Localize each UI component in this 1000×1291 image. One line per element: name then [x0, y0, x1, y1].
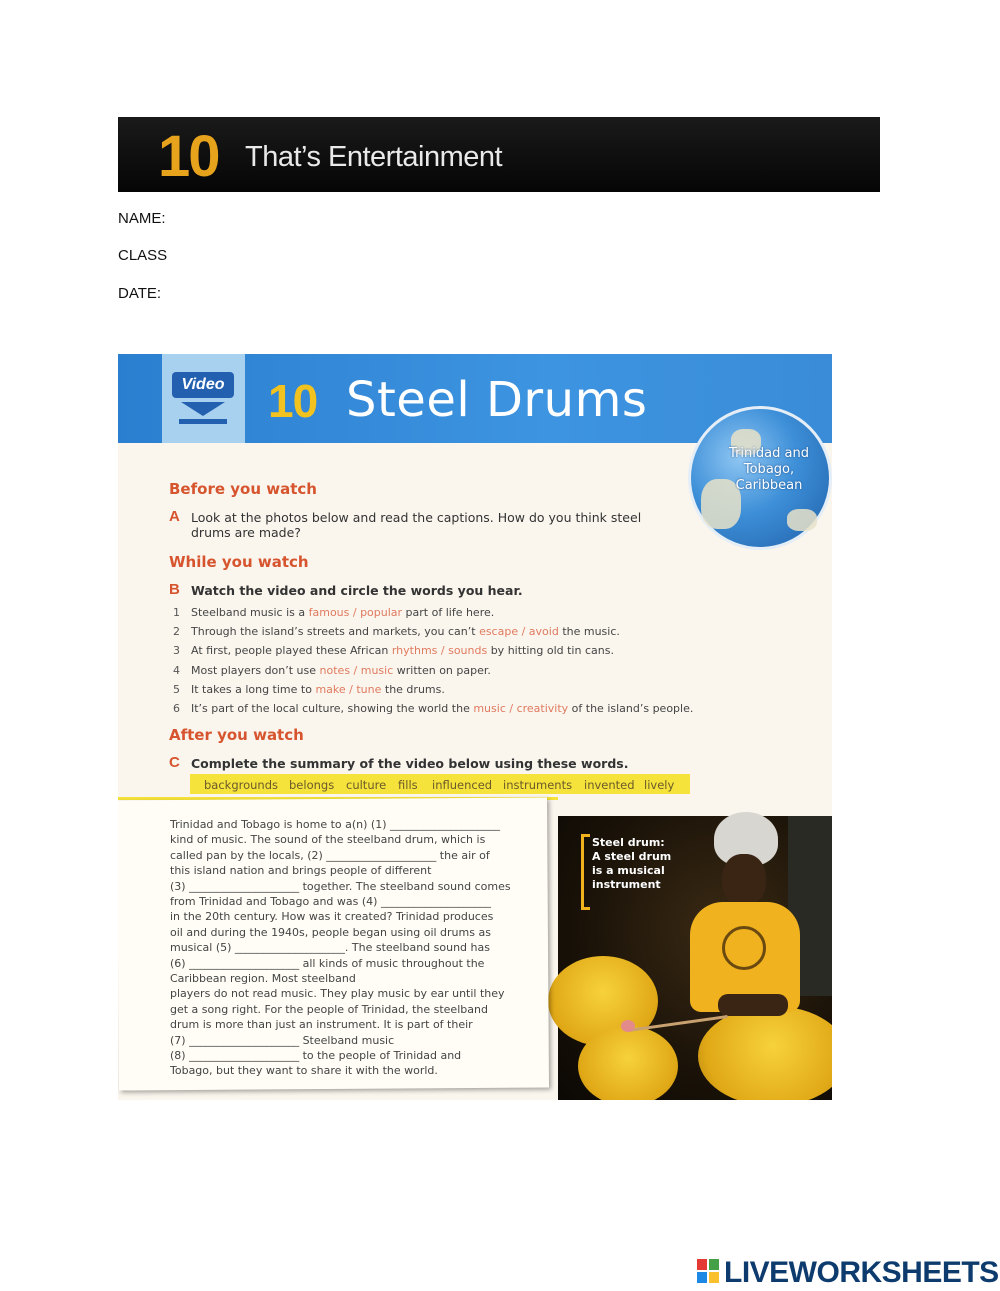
word-bank-item: lively	[644, 778, 675, 792]
summary-line: (7) ____________________ Steelband music	[170, 1033, 395, 1047]
summary-line: in the 20th century. How was it created? Trinidad produces	[170, 910, 494, 924]
player-arm	[718, 994, 788, 1016]
summary-line: Trinidad and Tobago is home to a(n) (1) ____________________	[170, 818, 500, 831]
word-choice[interactable]: music / creativity	[473, 702, 569, 715]
mallet-head	[621, 1020, 635, 1032]
shirt-logo	[722, 926, 766, 970]
item-text-after: of the island’s people.	[568, 702, 694, 715]
task-b-instruction: Watch the video and circle the words you hear.	[191, 583, 523, 598]
liveworksheets-logo: LIVEWORKSHEETS	[724, 1256, 999, 1289]
word-bank-item: belongs	[289, 778, 335, 792]
item-number: 1	[173, 606, 180, 619]
class-label: CLASS	[118, 247, 168, 264]
task-letter-a: A	[169, 508, 180, 525]
listening-item	[191, 606, 494, 619]
name-label: NAME:	[118, 210, 166, 227]
chapter-title: That’s Entertainment	[245, 141, 503, 173]
item-number: 3	[173, 644, 180, 658]
listening-item	[191, 625, 620, 638]
liveworksheets-logo-icon	[697, 1259, 719, 1283]
before-heading: Before you watch	[169, 480, 317, 498]
item-text-before: It takes a long time to	[191, 682, 316, 696]
caption-line: A steel drum	[592, 850, 672, 863]
chapter-number: 10	[158, 124, 219, 189]
summary-line: players do not read music. They play music by ear until they	[170, 987, 505, 1001]
summary-line: (6) ____________________ all kinds of music throughout the	[170, 956, 485, 970]
while-heading: While you watch	[169, 553, 309, 571]
listening-item	[191, 683, 445, 696]
summary-line: this island nation and brings people of different	[170, 864, 432, 878]
word-bank-item: backgrounds	[204, 778, 279, 792]
listening-item	[191, 664, 491, 677]
word-choice[interactable]: escape / avoid	[479, 625, 559, 639]
task-a-line-2: drums are made?	[191, 525, 301, 540]
summary-line: (8) ____________________ to the people of Trinidad and	[170, 1049, 462, 1062]
item-text-after: part of life here.	[402, 606, 495, 619]
word-bank-item: fills	[398, 778, 418, 792]
word-choice[interactable]: notes / music	[319, 663, 394, 677]
textbook-page	[118, 354, 832, 1100]
task-c-instruction: Complete the summary of the video below using these words.	[191, 756, 629, 771]
word-choice[interactable]: famous / popular	[308, 606, 403, 619]
item-number: 6	[173, 702, 180, 715]
video-badge: Video	[172, 372, 234, 398]
item-text-before: Most players don’t use	[191, 663, 320, 677]
summary-line: musical (5) ____________________. The steelband sound has	[170, 941, 490, 955]
item-number: 5	[173, 682, 180, 696]
word-bank-item: invented	[584, 778, 635, 792]
caption-line: instrument	[592, 878, 661, 891]
task-letter-c: C	[169, 754, 180, 771]
task-letter-b: B	[169, 581, 180, 598]
task-a-line-1: Look at the photos below and read the captions. How do you think steel	[191, 510, 642, 525]
caption-line: is a musical	[592, 864, 665, 877]
date-label: DATE:	[118, 285, 162, 302]
after-heading: After you watch	[169, 726, 304, 744]
summary-line: (3) ____________________ together. The steelband sound comes	[170, 879, 511, 893]
down-arrow-icon	[181, 402, 225, 416]
summary-line: from Trinidad and Tobago and was (4) ____________________	[170, 895, 491, 908]
summary-line: drum is more than just an instrument. It is part of their	[170, 1018, 473, 1032]
photo-caption	[592, 836, 672, 892]
item-text-before: It’s part of the local culture, showing the world the	[191, 702, 474, 715]
item-number: 2	[173, 625, 180, 639]
word-choice[interactable]: rhythms / sounds	[391, 644, 488, 658]
listening-item	[191, 702, 693, 715]
unit-number: 10	[268, 375, 318, 427]
item-text-before: Through the island’s streets and markets, you can’t	[191, 625, 480, 639]
item-text-before: At first, people played these African	[191, 644, 392, 658]
word-bank-item: instruments	[503, 778, 573, 792]
caption-line: Steel drum:	[592, 836, 665, 849]
player-face	[722, 854, 766, 906]
item-text-after: by hitting old tin cans.	[487, 644, 614, 658]
word-choice[interactable]: make / tune	[315, 682, 382, 696]
summary-line: Caribbean region. Most steelband	[170, 972, 356, 985]
location-label: Trinidad and Tobago, Caribbean	[729, 446, 809, 493]
item-text-after: the music.	[558, 625, 620, 639]
summary-line: Tobago, but they want to share it with the world.	[170, 1064, 438, 1078]
underline-bar	[179, 419, 227, 424]
listening-item	[191, 644, 614, 657]
item-text-after: written on paper.	[393, 663, 491, 677]
item-text-after: the drums.	[381, 682, 445, 696]
summary-line: oil and during the 1940s, people began using oil drums as	[170, 925, 491, 939]
word-bank-item: influenced	[432, 778, 493, 792]
summary-line: called pan by the locals, (2) ____________________ the air of	[170, 848, 490, 862]
summary-line: kind of music. The sound of the steelband drum, which is	[170, 833, 486, 847]
word-bank-item: culture	[346, 778, 387, 792]
item-number: 4	[173, 663, 180, 677]
caption-bracket	[581, 834, 590, 910]
video-icon	[162, 354, 245, 443]
unit-title: Steel Drums	[346, 372, 648, 428]
summary-line: get a song right. For the people of Trinidad, the steelband	[170, 1002, 488, 1016]
item-text-before: Steelband music is a	[191, 606, 309, 619]
